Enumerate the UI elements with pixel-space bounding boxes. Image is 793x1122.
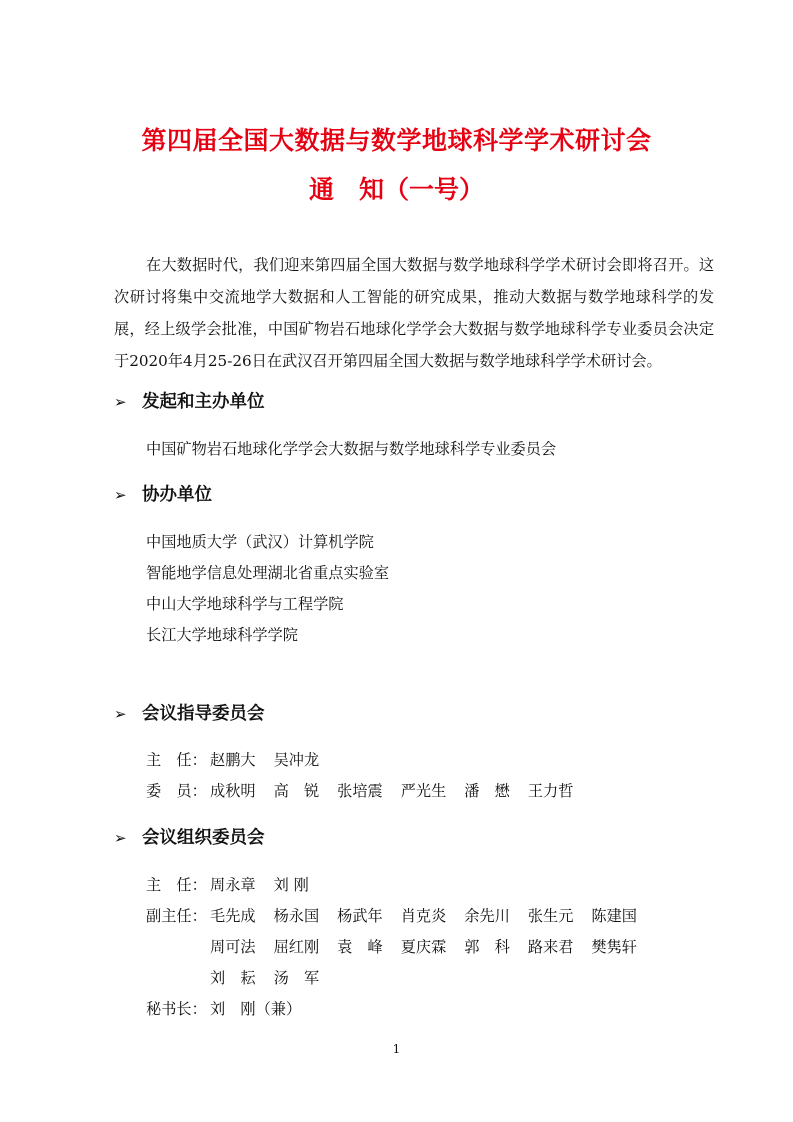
co-organizer-item: 智能地学信息处理湖北省重点实验室 (146, 564, 389, 582)
person-name: 屈红刚 (273, 938, 320, 956)
person-name: 张生元 (527, 907, 574, 925)
person-name: 成秋明 (210, 782, 256, 800)
person-name: 赵鹏大 (210, 751, 256, 769)
person-name: 汤 军 (273, 969, 320, 987)
co-organizer-item: 中山大学地球科学与工程学院 (146, 595, 344, 613)
organizing-vice-row (146, 905, 655, 927)
organizing-vice-row (146, 936, 655, 958)
person-name: 严光生 (400, 782, 447, 800)
person-name: 潘 懋 (464, 782, 510, 800)
intro-text: 在大数据时代，我们迎来第四届全国大数据与数学地球科学学术研讨会即将召开。这次研讨将集中交流地学大数据和人工智能的研究成果，推动大数据与数学地球科学的发展，经上级学会批准，中国矿物岩石地球化学学会大数据与数学地球科学专业委员会决定于2020年4月25-26日在武汉召开第四届全国大数据与数学地球科学学术研讨会。 (114, 256, 714, 370)
sponsor-item: 中国矿物岩石地球化学学会大数据与数学地球科学专业委员会 (146, 440, 557, 458)
person-name: 樊隽轩 (591, 938, 637, 956)
person-name: 高 锐 (273, 782, 320, 800)
person-name: 周永章 (210, 876, 256, 894)
section-heading-co-organizer: ➢ 协办单位 (114, 480, 212, 510)
section-heading-steering-committee: ➢ 会议指导委员会 (114, 699, 265, 729)
role-label: 委 员： (146, 782, 207, 800)
person-name: 郭 科 (464, 938, 510, 956)
person-name: 袁 峰 (337, 938, 383, 956)
organizing-vice-row (146, 967, 337, 989)
arrow-bullet-icon: ➢ (114, 829, 127, 847)
person-name: 刘 刚 (273, 876, 309, 894)
person-name: 杨武年 (337, 907, 383, 925)
steering-chair-row (146, 749, 337, 771)
page-number: 1 (392, 1042, 401, 1056)
role-label: 秘书长： (146, 1000, 207, 1018)
person-name: 肖克炎 (400, 907, 447, 925)
role-label: 主 任： (146, 876, 207, 894)
person-name: 王力哲 (527, 782, 574, 800)
intro-paragraph (114, 249, 714, 377)
person-name: 杨永国 (273, 907, 320, 925)
organizing-chair-row (146, 874, 327, 896)
person-name: 周可法 (210, 938, 256, 956)
section-heading-organizing-committee: ➢ 会议组织委员会 (114, 823, 265, 853)
notice-subtitle: 通 知（一号） (308, 175, 484, 204)
arrow-bullet-icon: ➢ (114, 705, 127, 723)
co-organizer-item: 中国地质大学（武汉）计算机学院 (146, 533, 374, 551)
person-name: 夏庆霖 (400, 938, 447, 956)
secretary-row (146, 998, 319, 1020)
person-name: 毛先成 (210, 907, 256, 925)
arrow-bullet-icon: ➢ (114, 486, 127, 504)
co-organizer-item: 长江大学地球科学学院 (146, 626, 298, 644)
person-name: 路来君 (527, 938, 574, 956)
person-name: 张培震 (337, 782, 383, 800)
arrow-bullet-icon: ➢ (114, 393, 127, 411)
person-name: 余先川 (464, 907, 510, 925)
person-name: 吴冲龙 (273, 751, 320, 769)
document-title: 第四届全国大数据与数学地球科学学术研讨会 (141, 126, 652, 155)
person-name: 陈建国 (591, 907, 637, 925)
section-heading-sponsor: ➢ 发起和主办单位 (114, 387, 265, 417)
person-name: 刘 刚（兼） (210, 1000, 302, 1018)
steering-members-row (146, 780, 591, 802)
role-label: 主 任： (146, 751, 207, 769)
role-label: 副主任： (146, 907, 207, 925)
person-name: 刘 耘 (210, 969, 256, 987)
